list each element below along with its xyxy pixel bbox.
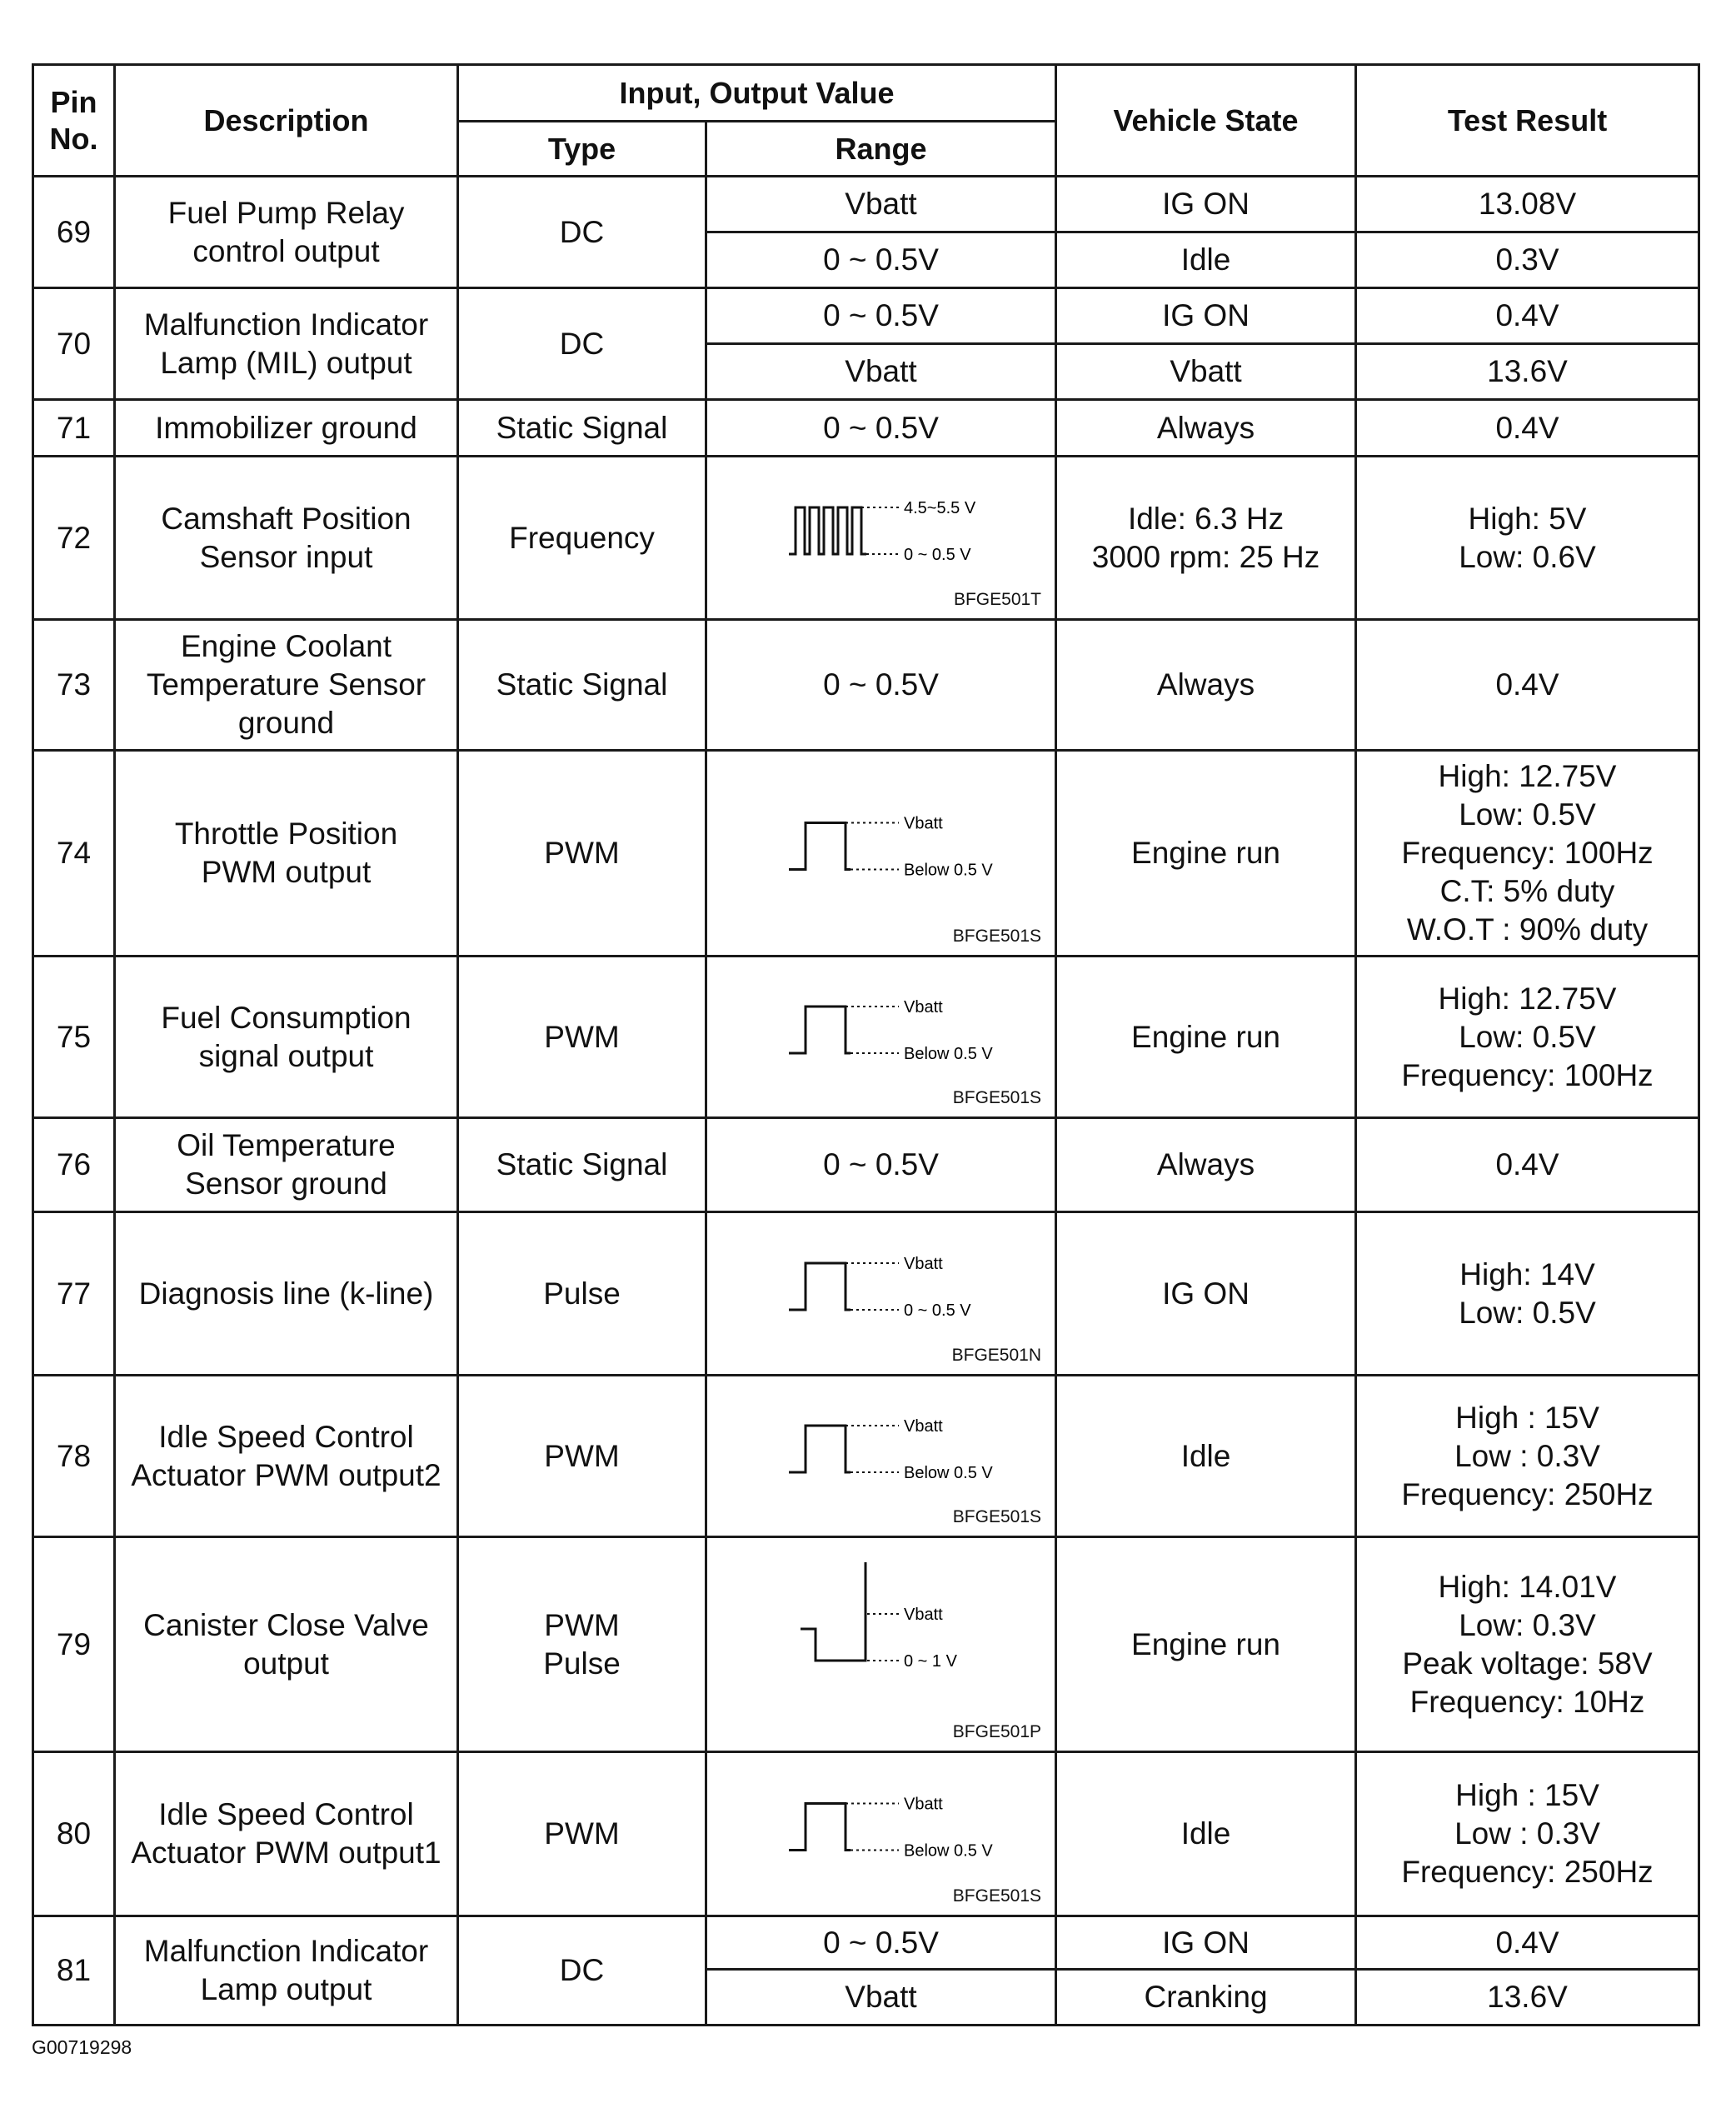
- type-cell: Pulse: [458, 1212, 706, 1376]
- description-cell: Malfunction Indicator Lamp (MIL) output: [115, 288, 458, 400]
- waveform-high-label: Vbatt: [904, 1255, 943, 1273]
- table-row: [33, 1752, 1699, 1916]
- type-cell: PWM: [458, 1752, 706, 1916]
- pin-cell: 74: [33, 751, 115, 957]
- range-cell: 0 ~ 0.5V: [706, 1916, 1056, 1970]
- vehicle-state-cell: Idle: [1056, 1376, 1356, 1537]
- pin-cell: 72: [33, 457, 115, 620]
- test-result-cell: High: 14V Low: 0.5V: [1356, 1212, 1699, 1376]
- table-row: [33, 1118, 1699, 1212]
- waveform-cell: [706, 751, 1056, 957]
- vehicle-state-cell: IG ON: [1056, 1212, 1356, 1376]
- waveform-diagram: [707, 1538, 1057, 1753]
- description-cell: Engine Coolant Temperature Sensor ground: [115, 620, 458, 751]
- waveform-low-label: 0 ~ 0.5 V: [904, 546, 971, 564]
- waveform-low-label: 0 ~ 0.5 V: [904, 1301, 971, 1320]
- range-cell: 0 ~ 0.5V: [706, 232, 1056, 288]
- type-cell: PWM: [458, 751, 706, 957]
- description-cell: Diagnosis line (k-line): [115, 1212, 458, 1376]
- waveform-low-label: 0 ~ 1 V: [904, 1652, 957, 1671]
- waveform-cell: [706, 957, 1056, 1118]
- range-cell: 0 ~ 0.5V: [706, 620, 1056, 751]
- waveform-low-label: Below 0.5 V: [904, 1045, 993, 1063]
- header-pin-no: Pin No.: [33, 65, 115, 177]
- vehicle-state-cell: IG ON: [1056, 1916, 1356, 1970]
- pin-cell: 75: [33, 957, 115, 1118]
- waveform-figure-ref: BFGE501S: [952, 1507, 1042, 1526]
- vehicle-state-cell: Vbatt: [1056, 344, 1356, 400]
- table-row: [33, 1212, 1699, 1376]
- test-result-cell: High: 12.75V Low: 0.5V Frequency: 100Hz: [1356, 957, 1699, 1118]
- test-result-cell: High: 5V Low: 0.6V: [1356, 457, 1699, 620]
- description-cell: Idle Speed Control Actuator PWM output1: [115, 1752, 458, 1916]
- vehicle-state-cell: Engine run: [1056, 1537, 1356, 1752]
- vehicle-state-cell: Always: [1056, 1118, 1356, 1212]
- waveform-low-label: Below 0.5 V: [904, 1464, 993, 1482]
- range-cell: Vbatt: [706, 1970, 1056, 2026]
- waveform-trace: [801, 1562, 866, 1661]
- header-io-value: Input, Output Value: [458, 65, 1056, 122]
- waveform-figure-ref: BFGE501S: [952, 1088, 1042, 1107]
- test-result-cell: High : 15V Low : 0.3V Frequency: 250Hz: [1356, 1752, 1699, 1916]
- waveform-figure-ref: BFGE501N: [951, 1346, 1042, 1365]
- vehicle-state-cell: Cranking: [1056, 1970, 1356, 2026]
- header-description: Description: [115, 65, 458, 177]
- vehicle-state-cell: Engine run: [1056, 751, 1356, 957]
- pin-cell: 77: [33, 1212, 115, 1376]
- waveform-trace: [789, 507, 866, 554]
- test-result-cell: 13.6V: [1356, 344, 1699, 400]
- table-row: [33, 620, 1699, 751]
- waveform-cell: [706, 457, 1056, 620]
- waveform-trace: [789, 823, 851, 870]
- range-cell: 0 ~ 0.5V: [706, 400, 1056, 457]
- test-result-cell: High: 12.75V Low: 0.5V Frequency: 100Hz C.T: 5% duty W.O.T : 90% duty: [1356, 751, 1699, 957]
- waveform-high-label: Vbatt: [904, 1795, 943, 1814]
- description-cell: Fuel Consumption signal output: [115, 957, 458, 1118]
- waveform-cell: [706, 1376, 1056, 1537]
- pinout-table: [32, 63, 1700, 2026]
- description-cell: Idle Speed Control Actuator PWM output2: [115, 1376, 458, 1537]
- waveform-trace: [789, 1426, 851, 1472]
- test-result-cell: 0.4V: [1356, 288, 1699, 344]
- waveform-cell: [706, 1212, 1056, 1376]
- pin-cell: 76: [33, 1118, 115, 1212]
- table-row: [33, 751, 1699, 957]
- description-cell: Camshaft Position Sensor input: [115, 457, 458, 620]
- type-cell: PWM Pulse: [458, 1537, 706, 1752]
- vehicle-state-cell: Engine run: [1056, 957, 1356, 1118]
- description-cell: Malfunction Indicator Lamp output: [115, 1916, 458, 2026]
- range-cell: 0 ~ 0.5V: [706, 288, 1056, 344]
- test-result-cell: 0.3V: [1356, 232, 1699, 288]
- vehicle-state-cell: IG ON: [1056, 177, 1356, 232]
- table-row: [33, 177, 1699, 232]
- test-result-cell: 0.4V: [1356, 620, 1699, 751]
- waveform-cell: [706, 1752, 1056, 1916]
- table-row: [33, 457, 1699, 620]
- waveform-high-label: Vbatt: [904, 1606, 943, 1624]
- table-header: [33, 65, 1699, 177]
- waveform-trace: [789, 1007, 851, 1053]
- type-cell: PWM: [458, 1376, 706, 1537]
- header-type: Type: [458, 122, 706, 177]
- type-cell: Frequency: [458, 457, 706, 620]
- header-test-result: Test Result: [1356, 65, 1699, 177]
- type-cell: Static Signal: [458, 400, 706, 457]
- test-result-cell: 0.4V: [1356, 1916, 1699, 1970]
- pin-cell: 70: [33, 288, 115, 400]
- vehicle-state-cell: Idle: 6.3 Hz 3000 rpm: 25 Hz: [1056, 457, 1356, 620]
- waveform-figure-ref: BFGE501T: [953, 590, 1042, 609]
- figure-id: G00719298: [32, 2036, 132, 2058]
- description-cell: Throttle Position PWM output: [115, 751, 458, 957]
- test-result-cell: High: 14.01V Low: 0.3V Peak voltage: 58V Frequency: 10Hz: [1356, 1537, 1699, 1752]
- vehicle-state-cell: Idle: [1056, 1752, 1356, 1916]
- waveform-figure-ref: BFGE501P: [952, 1722, 1042, 1741]
- table-row: [33, 957, 1699, 1118]
- description-cell: Immobilizer ground: [115, 400, 458, 457]
- range-cell: Vbatt: [706, 344, 1056, 400]
- table-row: [33, 1916, 1699, 1970]
- waveform-trace: [789, 1804, 851, 1851]
- waveform-high-label: 4.5~5.5 V: [904, 499, 976, 517]
- table-row: [33, 400, 1699, 457]
- vehicle-state-cell: IG ON: [1056, 288, 1356, 344]
- pin-cell: 71: [33, 400, 115, 457]
- test-result-cell: High : 15V Low : 0.3V Frequency: 250Hz: [1356, 1376, 1699, 1537]
- vehicle-state-cell: Always: [1056, 620, 1356, 751]
- waveform-trace: [789, 1263, 851, 1310]
- description-cell: Fuel Pump Relay control output: [115, 177, 458, 288]
- vehicle-state-cell: Always: [1056, 400, 1356, 457]
- pin-cell: 69: [33, 177, 115, 288]
- test-result-cell: 13.08V: [1356, 177, 1699, 232]
- pin-cell: 73: [33, 620, 115, 751]
- pin-cell: 78: [33, 1376, 115, 1537]
- waveform-high-label: Vbatt: [904, 998, 943, 1017]
- range-cell: Vbatt: [706, 177, 1056, 232]
- range-cell: 0 ~ 0.5V: [706, 1118, 1056, 1212]
- type-cell: DC: [458, 288, 706, 400]
- waveform-high-label: Vbatt: [904, 814, 943, 833]
- type-cell: DC: [458, 1916, 706, 2026]
- header-vehicle-state: Vehicle State: [1056, 65, 1356, 177]
- table-row: [33, 1376, 1699, 1537]
- test-result-cell: 0.4V: [1356, 400, 1699, 457]
- table-body: [33, 177, 1699, 2026]
- test-result-cell: 13.6V: [1356, 1970, 1699, 2026]
- pin-cell: 79: [33, 1537, 115, 1752]
- type-cell: DC: [458, 177, 706, 288]
- test-result-cell: 0.4V: [1356, 1118, 1699, 1212]
- vehicle-state-cell: Idle: [1056, 232, 1356, 288]
- table-row: [33, 288, 1699, 344]
- waveform-low-label: Below 0.5 V: [904, 861, 993, 880]
- waveform-high-label: Vbatt: [904, 1417, 943, 1436]
- waveform-low-label: Below 0.5 V: [904, 1841, 993, 1861]
- type-cell: Static Signal: [458, 620, 706, 751]
- pin-cell: 80: [33, 1752, 115, 1916]
- waveform-cell: [706, 1537, 1056, 1752]
- description-cell: Canister Close Valve output: [115, 1537, 458, 1752]
- pin-cell: 81: [33, 1916, 115, 2026]
- waveform-figure-ref: BFGE501S: [952, 927, 1042, 946]
- header-range: Range: [706, 122, 1056, 177]
- waveform-figure-ref: BFGE501S: [952, 1886, 1042, 1906]
- description-cell: Oil Temperature Sensor ground: [115, 1118, 458, 1212]
- type-cell: Static Signal: [458, 1118, 706, 1212]
- table-row: [33, 1537, 1699, 1752]
- type-cell: PWM: [458, 957, 706, 1118]
